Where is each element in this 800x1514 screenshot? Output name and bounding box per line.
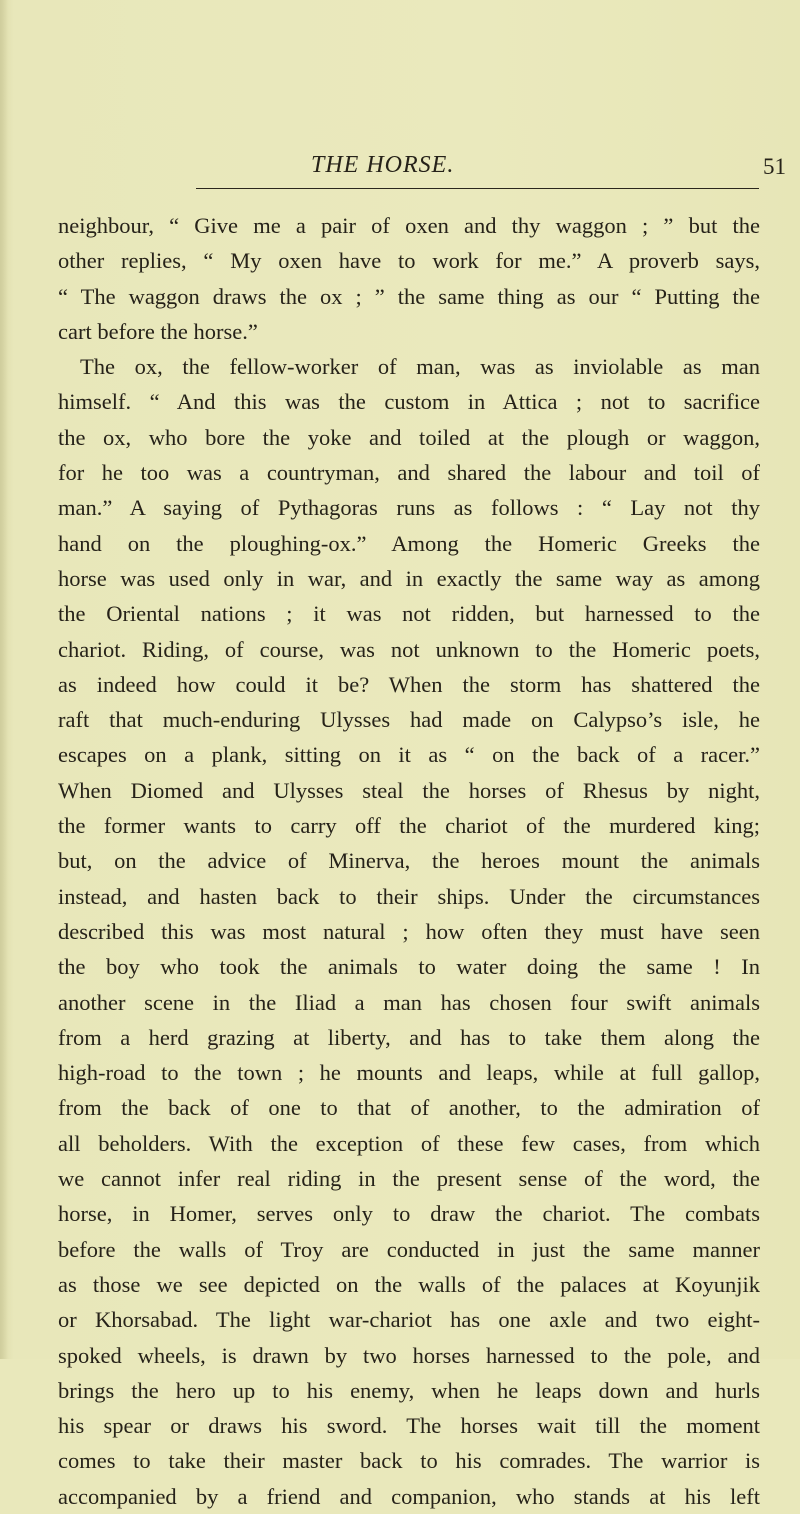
text-line: When Diomed and Ulysses steal the horses of Rhesus by night, bbox=[58, 777, 760, 803]
running-title: THE HORSE. bbox=[311, 152, 455, 178]
text-line: described this was most natural ; how often they must have seen bbox=[58, 918, 760, 944]
text-line: the former wants to carry off the chariot of the murdered king; bbox=[58, 813, 760, 839]
text-line: chariot. Riding, of course, was not unknown to the Homeric poets, bbox=[58, 636, 760, 662]
text-line: brings the hero up to his enemy, when he leaps down and hurls bbox=[58, 1377, 760, 1403]
text-line: or Khorsabad. The light war-chariot has one axle and two eight- bbox=[58, 1307, 760, 1333]
text-line: all beholders. With the exception of these few cases, from which bbox=[58, 1130, 760, 1156]
text-line: horse, in Homer, serves only to draw the chariot. The combats bbox=[58, 1201, 760, 1227]
text-line: spoked wheels, is drawn by two horses harnessed to the pole, and bbox=[58, 1342, 760, 1368]
text-line: for he too was a countryman, and shared the labour and toil of bbox=[58, 460, 760, 486]
text-line: but, on the advice of Minerva, the heroes mount the animals bbox=[58, 848, 760, 874]
running-head bbox=[196, 152, 800, 186]
text-line: hand on the ploughing-ox.” Among the Homeric Greeks the bbox=[58, 530, 760, 556]
body-text bbox=[58, 208, 760, 1514]
text-line: comes to take their master back to his comrades. The warrior is bbox=[58, 1448, 760, 1474]
text-line: we cannot infer real riding in the present sense of the word, the bbox=[58, 1166, 760, 1192]
text-line: escapes on a plank, sitting on it as “ on the back of a racer.” bbox=[58, 742, 760, 768]
text-line: as indeed how could it be? When the storm has shattered the bbox=[58, 671, 760, 697]
page-number: 51 bbox=[763, 154, 786, 179]
text-line: from a herd grazing at liberty, and has to take them along the bbox=[58, 1024, 760, 1050]
text-line: the boy who took the animals to water doing the same ! In bbox=[58, 954, 760, 980]
text-line: man.” A saying of Pythagoras runs as follows : “ Lay not thy bbox=[58, 495, 760, 521]
text-line: as those we see depicted on the walls of the palaces at Koyunjik bbox=[58, 1271, 760, 1297]
text-line: another scene in the Iliad a man has chosen four swift animals bbox=[58, 989, 760, 1015]
text-line: himself. “ And this was the custom in Attica ; not to sacrifice bbox=[58, 389, 760, 415]
text-line: instead, and hasten back to their ships. Under the circumstances bbox=[58, 883, 760, 909]
text-line: The ox, the fellow-worker of man, was as inviolable as man bbox=[80, 354, 760, 380]
text-line: his spear or draws his sword. The horses wait till the moment bbox=[58, 1413, 760, 1439]
text-line: “ The waggon draws the ox ; ” the same thing as our “ Putting the bbox=[58, 283, 760, 309]
text-line: from the back of one to that of another, to the admiration of bbox=[58, 1095, 760, 1121]
text-line: the Oriental nations ; it was not ridden, but harnessed to the bbox=[58, 601, 760, 627]
text-line: neighbour, “ Give me a pair of oxen and thy waggon ; ” but the bbox=[58, 213, 760, 238]
page-edge-shadow bbox=[0, 0, 8, 1359]
text-line: high-road to the town ; he mounts and leaps, while at full gallop, bbox=[58, 1060, 760, 1086]
text-line: the ox, who bore the yoke and toiled at the plough or waggon, bbox=[58, 424, 760, 450]
text-line: other replies, “ My oxen have to work for me.” A proverb says, bbox=[58, 248, 760, 274]
header-rule bbox=[196, 188, 759, 189]
text-line: accompanied by a friend and companion, who stands at his left bbox=[58, 1483, 760, 1509]
text-line: raft that much-enduring Ulysses had made on Calypso’s isle, he bbox=[58, 707, 760, 733]
text-line: horse was used only in war, and in exactly the same way as among bbox=[58, 565, 760, 591]
text-line: before the walls of Troy are conducted in just the same manner bbox=[58, 1236, 760, 1262]
text-line: cart before the horse.” bbox=[58, 318, 258, 344]
